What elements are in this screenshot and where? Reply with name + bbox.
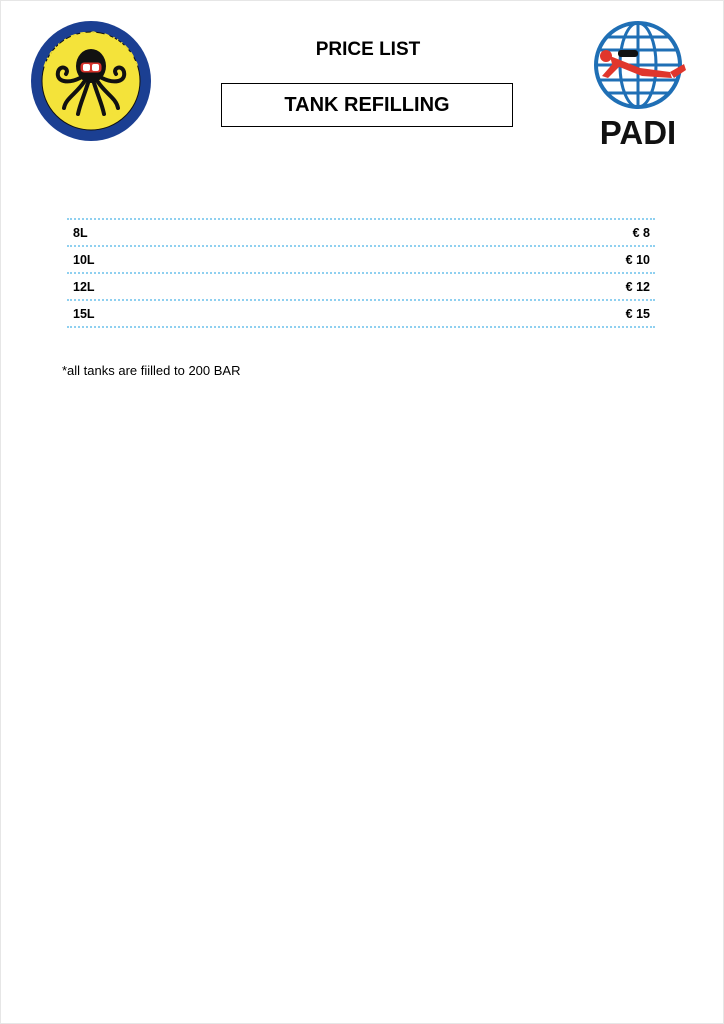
fiskardo-divers-logo [30, 20, 152, 142]
section-title: TANK REFILLING [284, 93, 450, 116]
padi-wordmark: PADI [599, 114, 677, 150]
tank-price: € 15 [625, 306, 650, 321]
logo-arc-top-text: FISKARDO DIVERS [41, 29, 141, 71]
table-row [67, 220, 655, 245]
footnote: *all tanks are fiilled to 200 BAR [62, 363, 241, 378]
tank-size: 12L [73, 279, 95, 294]
page-title: PRICE LIST [315, 39, 421, 60]
table-row [67, 301, 655, 326]
table-row [67, 247, 655, 272]
tank-price: € 10 [625, 252, 650, 267]
tank-price: € 12 [625, 279, 650, 294]
table-separator [67, 326, 655, 328]
logo-arc-bottom-text: ECO DIVE · RESORT [51, 91, 131, 124]
tank-size: 8L [73, 225, 88, 240]
price-table [67, 218, 655, 328]
section-title-box [221, 83, 513, 127]
tank-price: € 8 [632, 225, 650, 240]
tank-size: 15L [73, 306, 95, 321]
globe-icon [596, 23, 680, 107]
table-row [67, 274, 655, 299]
padi-logo [588, 20, 688, 150]
tank-size: 10L [73, 252, 95, 267]
